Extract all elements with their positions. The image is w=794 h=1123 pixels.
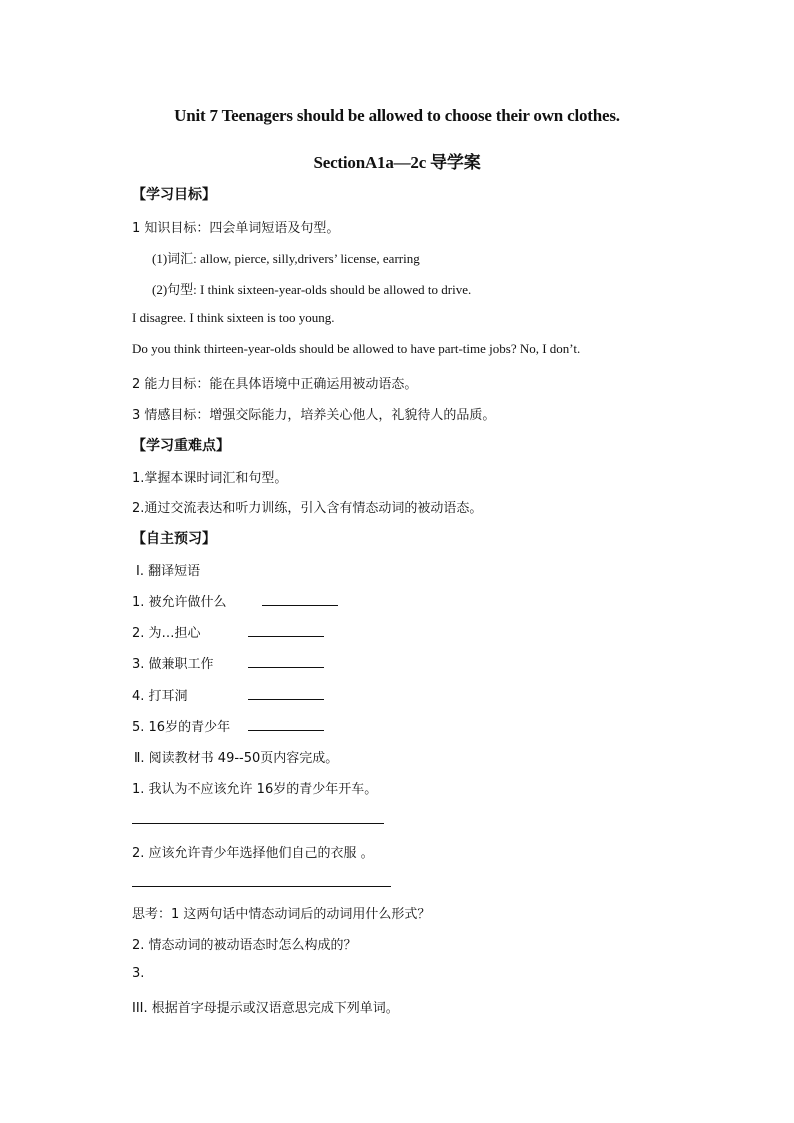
phrase-item-2: 2. 为…担心 <box>132 626 201 641</box>
keypoint-1: 1.掌握本课时词汇和句型。 <box>132 471 288 486</box>
answer-blank-5[interactable] <box>248 730 324 731</box>
answer-blank-3[interactable] <box>248 667 324 668</box>
think-question-3: 3. <box>132 966 145 981</box>
goal-ability: 2 能力目标：能在具体语境中正确运用被动语态。 <box>132 377 418 392</box>
keypoints-heading: 【学习重难点】 <box>132 438 230 454</box>
preview-section-3: III. 根据首字母提示或汉语意思完成下列单词。 <box>132 1001 399 1016</box>
answer-blank-1[interactable] <box>262 605 338 606</box>
doc-subtitle: SectionA1a—2c 导学案 <box>313 153 481 172</box>
goal-sentence-2: I disagree. I think sixteen is too young. <box>132 310 335 325</box>
keypoint-2: 2.通过交流表达和听力训练，引入含有情态动词的被动语态。 <box>132 501 483 516</box>
preview-section-1: Ⅰ. 翻译短语 <box>136 564 201 579</box>
goal-sentence: (2)句型: I think sixteen-year-olds should be allowed to drive. <box>152 282 472 297</box>
think-question-2: 2. 情态动词的被动语态时怎么构成的？ <box>132 938 357 953</box>
think-question-1: 思考：1 这两句话中情态动词后的动词用什么形式？ <box>132 907 431 922</box>
translate-question-1: 1. 我认为不应该允许 16岁的青少年开车。 <box>132 782 378 797</box>
answer-line-2[interactable] <box>132 886 391 887</box>
phrase-item-3: 3. 做兼职工作 <box>132 657 214 672</box>
preview-heading: 【自主预习】 <box>132 531 216 547</box>
goal-emotion: 3 情感目标：增强交际能力，培养关心他人，礼貌待人的品质。 <box>132 408 496 423</box>
translate-question-2: 2. 应该允许青少年选择他们自己的衣服 。 <box>132 846 374 861</box>
phrase-item-5: 5. 16岁的青少年 <box>132 720 231 735</box>
goal-vocab: (1)词汇: allow, pierce, silly,drivers’ license, earring <box>152 251 420 266</box>
phrase-item-4: 4. 打耳洞 <box>132 689 188 704</box>
goal-knowledge: 1 知识目标：四会单词短语及句型。 <box>132 221 340 236</box>
answer-line-1[interactable] <box>132 823 384 824</box>
answer-blank-4[interactable] <box>248 699 324 700</box>
answer-blank-2[interactable] <box>248 636 324 637</box>
goal-sentence-3: Do you think thirteen-year-olds should be allowed to have part-time jobs? No, I don’t. <box>132 341 581 356</box>
goals-heading: 【学习目标】 <box>132 187 216 203</box>
doc-title: Unit 7 Teenagers should be allowed to choose their own clothes. <box>174 106 620 125</box>
preview-section-2: Ⅱ. 阅读教材书 49--50页内容完成。 <box>134 751 339 766</box>
phrase-item-1: 1. 被允许做什么 <box>132 595 227 610</box>
